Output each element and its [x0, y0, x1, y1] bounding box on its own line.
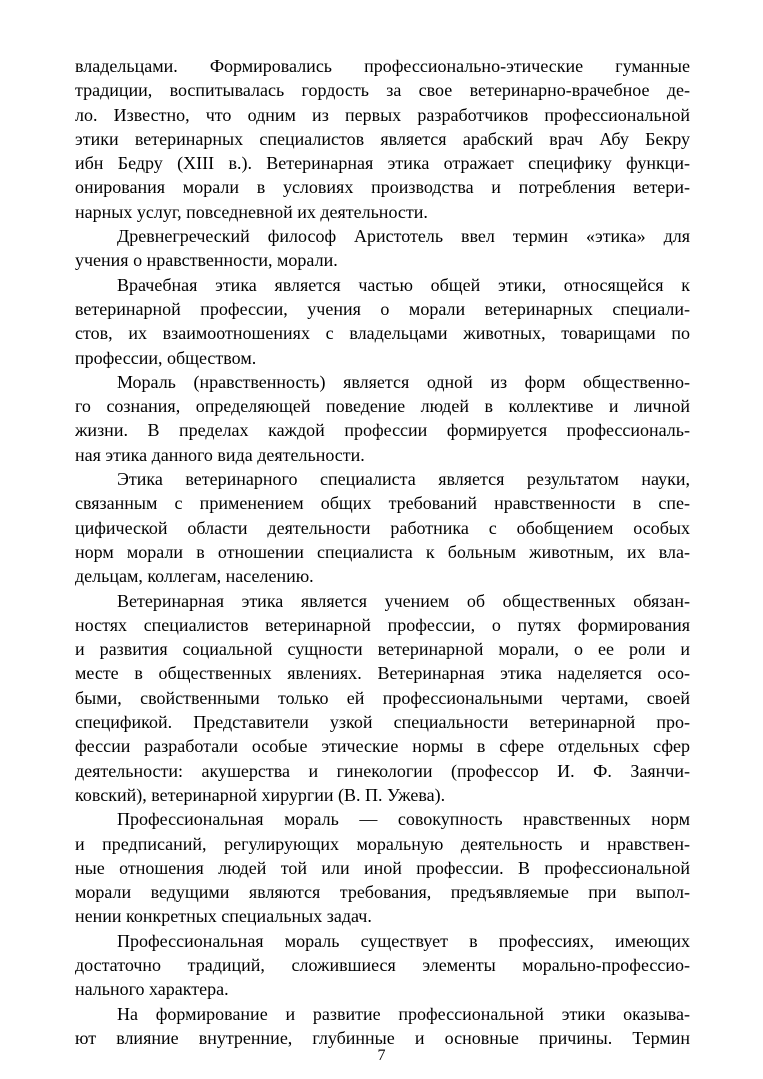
text-line: Профессиональная мораль существует в профессиях, имеющих — [117, 930, 690, 951]
text-line: месте в общественных явлениях. Ветеринарная этика наделяется осо- — [75, 663, 690, 684]
text-line: профессии, обществом. — [75, 347, 257, 368]
text-line: ностях специалистов ветеринарной профессии, о путях формирования — [75, 614, 690, 635]
text-line: цифической области деятельности работника с обобщением особых — [75, 517, 690, 538]
text-line: нении конкретных специальных задач. — [75, 906, 372, 927]
text-line: этики ветеринарных специалистов является арабский врач Абу Бекру — [75, 128, 690, 149]
text-line: быми, свойственными только ей профессиональными чертами, своей — [75, 687, 690, 708]
text-line: и предписаний, регулирующих моральную деятельность и нравствен- — [75, 833, 690, 854]
text-line: связанным с применением общих требований нравственности в спе- — [75, 493, 690, 514]
text-line: и развития социальной сущности ветеринарной морали, о ее роли и — [75, 639, 690, 660]
page-number: 7 — [377, 1047, 386, 1064]
text-line: Мораль (нравственность) является одной из форм общественно- — [117, 371, 690, 392]
text-line: дельцам, коллегам, населению. — [75, 566, 314, 587]
text-line: ют влияние внутренние, глубинные и основные причины. Термин — [75, 1027, 690, 1048]
text-line: жизни. В пределах каждой профессии формируется профессиональ- — [75, 420, 690, 441]
text-line: фессии разработали особые этические нормы в сфере отдельных сфер — [75, 736, 690, 757]
text-line: достаточно традиций, сложившиеся элементы морально-профессио- — [75, 954, 690, 975]
text-line: норм морали в отношении специалиста к больным животным, их вла- — [75, 541, 690, 562]
text-line: ная этика данного вида деятельности. — [75, 444, 365, 465]
text-line: нарных услуг, повседневной их деятельности. — [75, 201, 428, 222]
body-text — [75, 54, 690, 1050]
text-line: традиции, воспитывалась гордость за свое ветеринарно-врачебное де- — [75, 80, 690, 101]
text-line: онирования морали в условиях производства и потребления ветери- — [75, 177, 690, 198]
text-line: морали ведущими являются требования, предъявляемые при выпол- — [75, 882, 690, 903]
text-line: Врачебная этика является частью общей этики, относящейся к — [117, 274, 690, 295]
text-line: Этика ветеринарного специалиста является результатом науки, — [117, 469, 690, 490]
text-line: Профессиональная мораль — совокупность нравственных норм — [117, 809, 690, 830]
text-line: нального характера. — [75, 979, 229, 1000]
text-line: ло. Известно, что одним из первых разработчиков профессиональной — [75, 104, 690, 125]
text-line: ковский), ветеринарной хирургии (В. П. Ужева). — [75, 784, 446, 805]
text-line: ветеринарной профессии, учения о морали ветеринарных специали- — [75, 298, 690, 319]
text-line: стов, их взаимоотношениях с владельцами животных, товарищами по — [75, 323, 690, 344]
text-line: учения о нравственности, морали. — [75, 250, 338, 271]
text-line: Древнегреческий философ Аристотель ввел термин «этика» для — [117, 226, 690, 247]
text-line: владельцами. Формировались профессионально-этические гуманные — [75, 56, 690, 76]
text-line: Ветеринарная этика является учением об общественных обязан- — [117, 590, 690, 611]
text-line: ные отношения людей той или иной профессии. В профессиональной — [75, 857, 690, 878]
text-line: деятельности: акушерства и гинекологии (профессор И. Ф. Заянчи- — [75, 760, 690, 781]
text-line: На формирование и развитие профессиональной этики оказыва- — [117, 1003, 690, 1024]
text-line: ибн Бедру (XIII в.). Ветеринарная этика отражает специфику функци- — [75, 153, 690, 174]
text-line: спецификой. Представители узкой специальности ветеринарной про- — [75, 712, 690, 733]
text-line: го сознания, определяющей поведение людей в коллективе и личной — [75, 396, 690, 417]
